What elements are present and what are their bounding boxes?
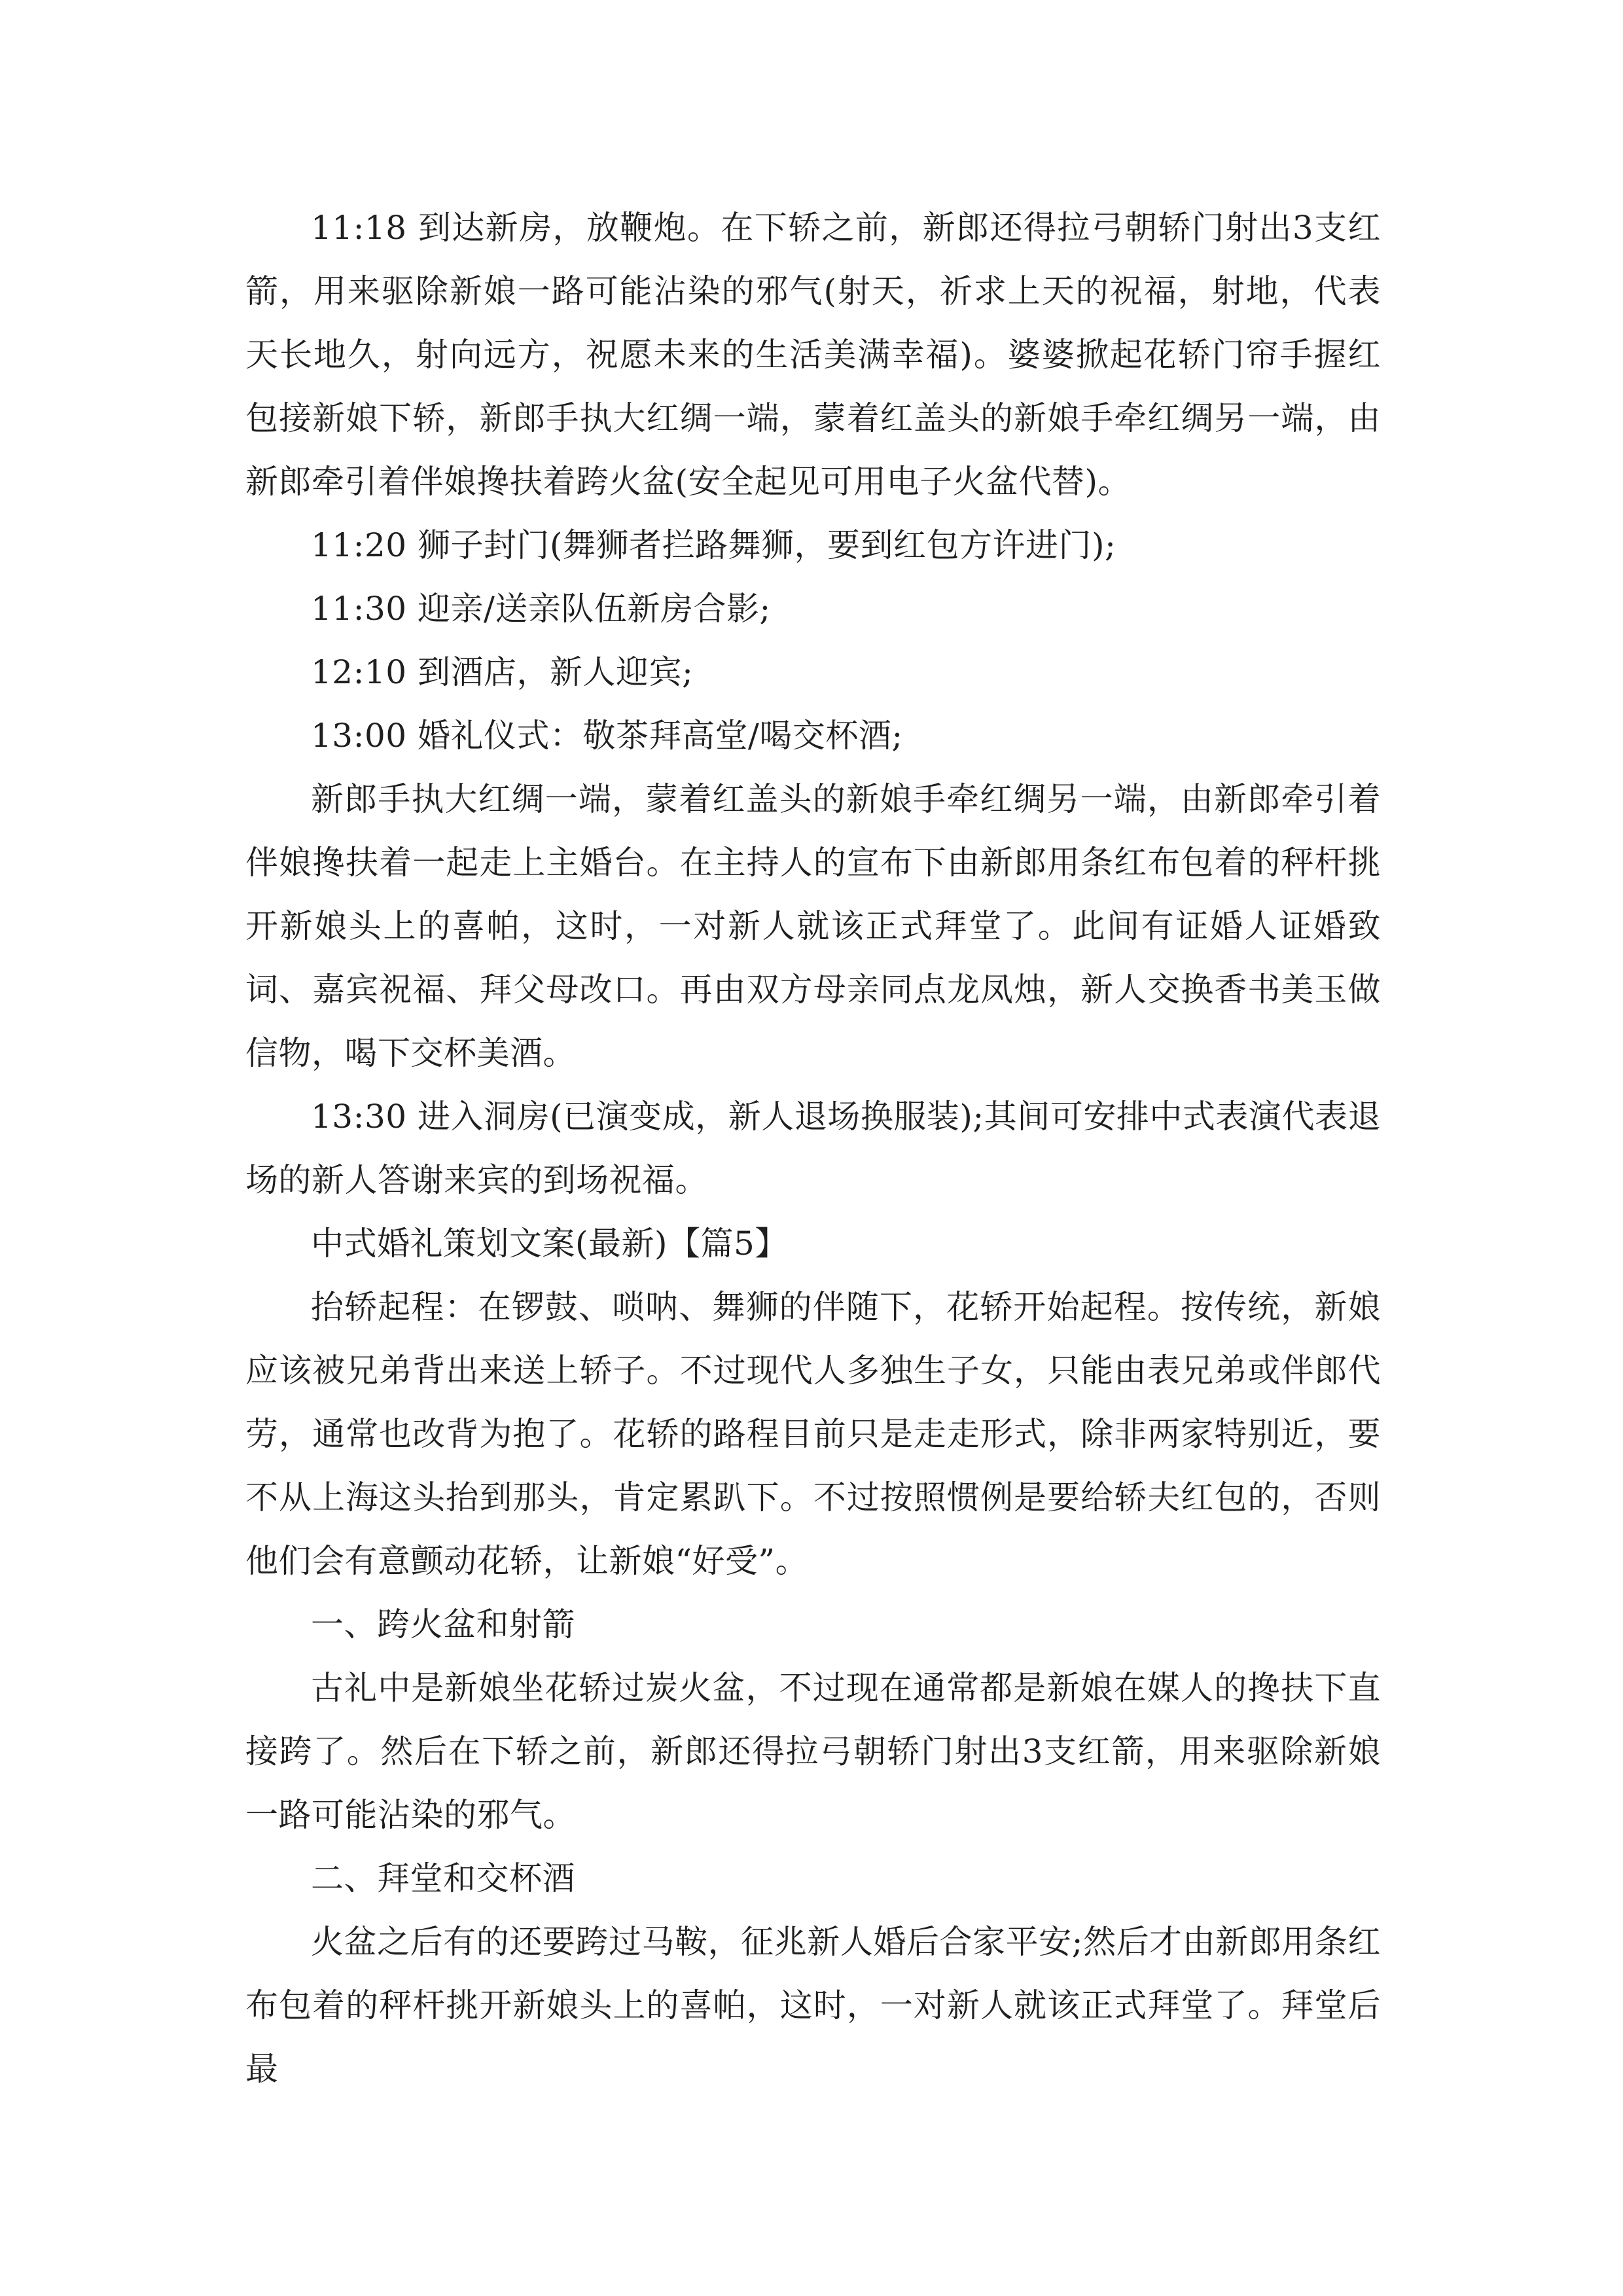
document-body [245, 196, 1381, 2101]
section-2-title: 二、拜堂和交杯酒 [311, 1859, 575, 1897]
paragraph-arrival: 11:18 到达新房，放鞭炮。在下轿之前，新郎还得拉弓朝轿门射出3支红箭，用来驱除新娘一路可能沾染的邪气(射天，祈求上天的祝福，射地，代表天长地久，射向远方，祝愿未来的生活美满幸福)。婆婆掀起花轿门帘手握红包接新娘下轿，新郎手执大红绸一端，蒙着红盖头的新娘手牵红绸另一端，由新郎牵引着伴娘搀扶着跨火盆(安全起见可用电子火盆代替)。 [245, 209, 1381, 501]
paragraph-hotel: 12:10 到酒店，新人迎宾; [311, 653, 694, 691]
paragraph-sedan-start: 抬轿起程：在锣鼓、唢呐、舞狮的伴随下，花轿开始起程。按传统，新娘应该被兄弟背出来送上轿子。不过现代人多独生子女，只能由表兄弟或伴郎代劳，通常也改背为抱了。花轿的路程目前只是走走形式，除非两家特别近，要不从上海这头抬到那头，肯定累趴下。不过按照惯例是要给轿夫红包的，否则他们会有意颤动花轿，让新娘“好受”。 [245, 1288, 1381, 1580]
paragraph-ceremony-detail: 新郎手执大红绸一端，蒙着红盖头的新娘手牵红绸另一端，由新郎牵引着伴娘搀扶着一起走上主婚台。在主持人的宣布下由新郎用条红布包着的秤杆挑开新娘头上的喜帕，这时，一对新人就该正式拜堂了。此间有证婚人证婚致词、嘉宾祝福、拜父母改口。再由双方母亲同点龙凤烛，新人交换香书美玉做信物，喝下交杯美酒。 [245, 780, 1381, 1072]
section-1-title: 一、跨火盆和射箭 [311, 1605, 575, 1643]
paragraph-lion-dance: 11:20 狮子封门(舞狮者拦路舞狮，要到红包方许进门); [311, 526, 1116, 564]
paragraph-bridal-chamber: 13:30 进入洞房(已演变成，新人退场换服装);其间可安排中式表演代表退场的新人答谢来宾的到场祝福。 [245, 1098, 1381, 1199]
section-heading: 中式婚礼策划文案(最新)【篇5】 [311, 1225, 788, 1263]
paragraph-ceremony: 13:00 婚礼仪式：敬茶拜高堂/喝交杯酒; [311, 717, 903, 755]
paragraph-group-photo: 11:30 迎亲/送亲队伍新房合影; [311, 590, 771, 628]
section-2-text: 火盆之后有的还要跨过马鞍，征兆新人婚后合家平安;然后才由新郎用条红布包着的秤杆挑开新娘头上的喜帕，这时，一对新人就该正式拜堂了。拜堂后最 [245, 1923, 1381, 2088]
section-1-text: 古礼中是新娘坐花轿过炭火盆，不过现在通常都是新娘在媒人的搀扶下直接跨了。然后在下轿之前，新郎还得拉弓朝轿门射出3支红箭，用来驱除新娘一路可能沾染的邪气。 [245, 1669, 1381, 1834]
